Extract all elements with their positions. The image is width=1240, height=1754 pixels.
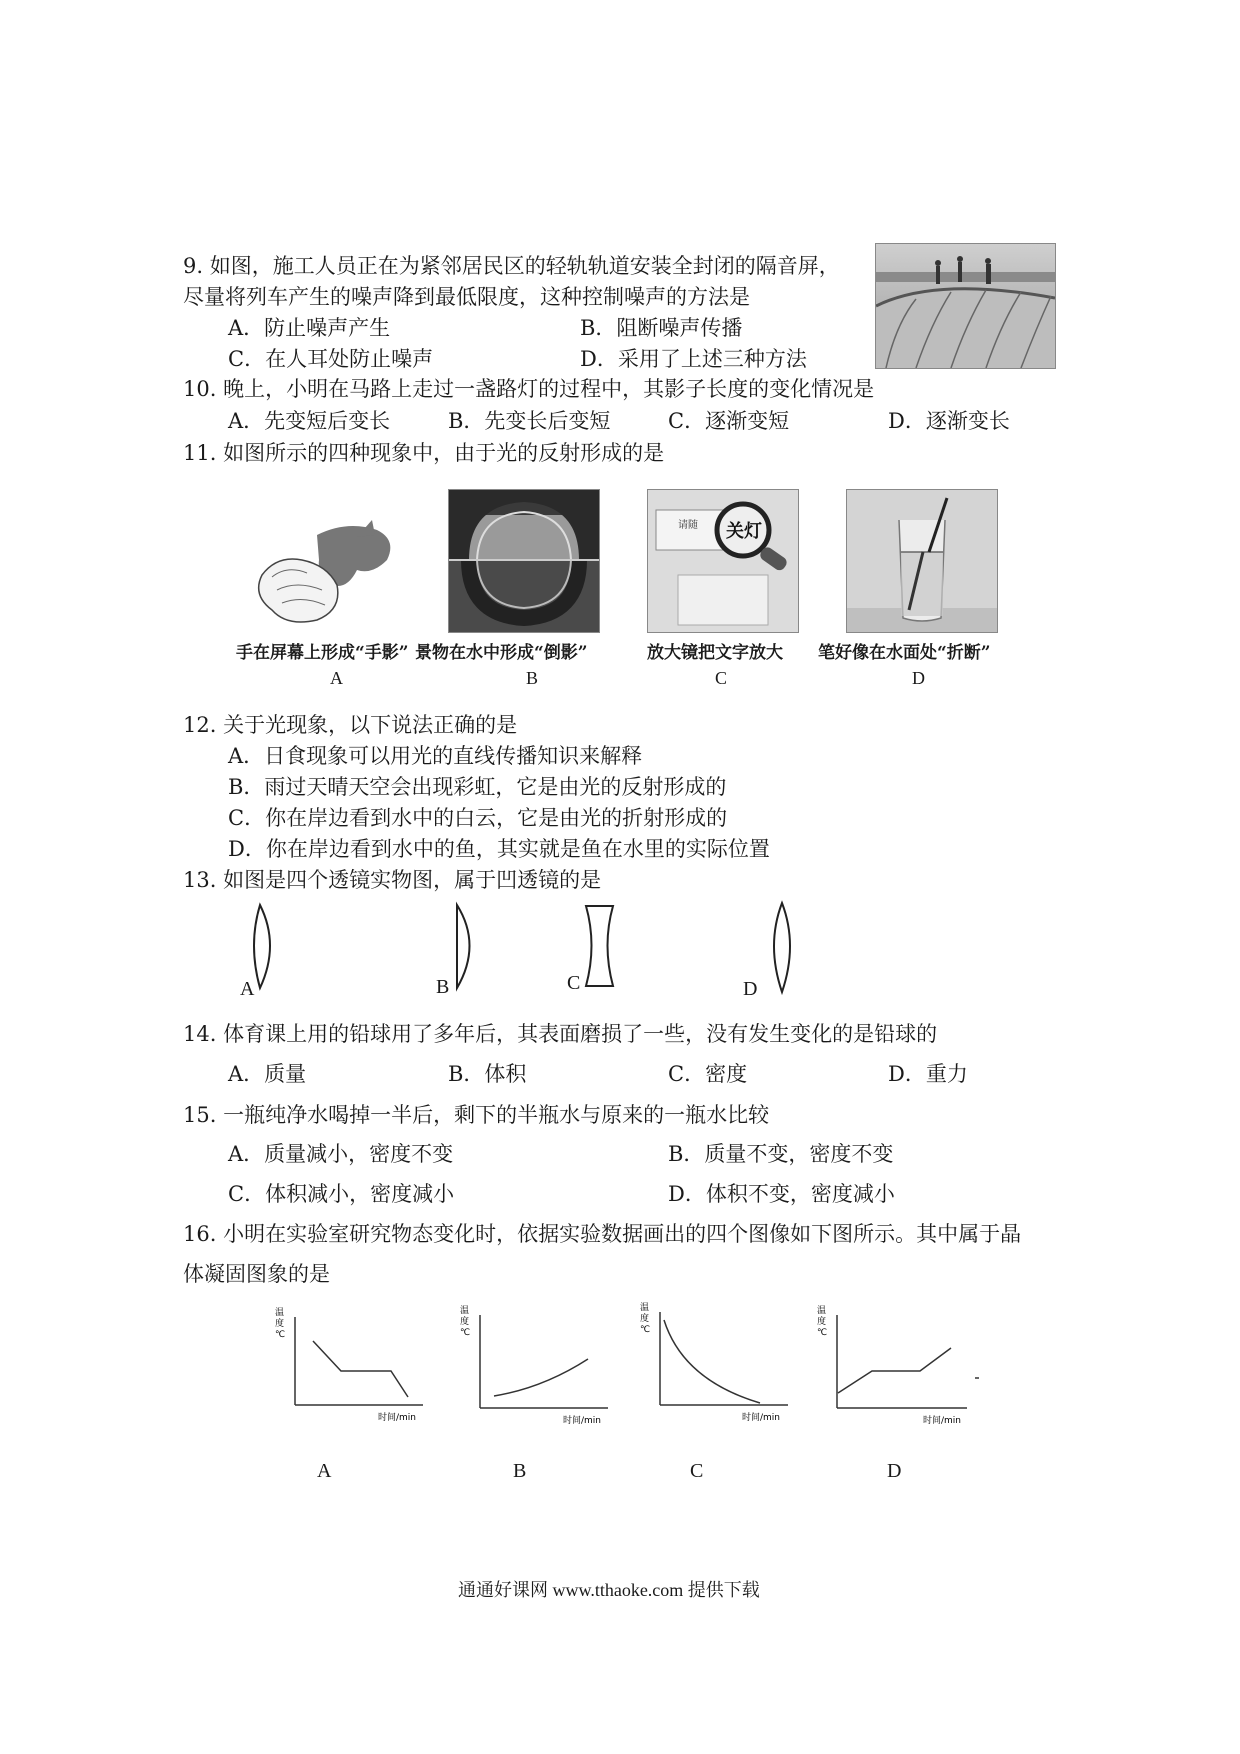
page-footer: 通通好课网 www.tthaoke.com 提供下载	[458, 1580, 760, 1600]
lens-a-shape	[254, 905, 270, 988]
graph-a-ylabel-1: 温	[275, 1308, 285, 1318]
lens-d-shape	[774, 903, 790, 992]
q14-option-a: A．质量	[228, 1062, 307, 1086]
graph-c-ylabel-2: 度	[640, 1314, 650, 1324]
graph-c-curve	[664, 1320, 760, 1403]
graph-a	[273, 1305, 448, 1425]
q16-line2: 体凝固图象的是	[183, 1262, 330, 1286]
graph-d-ylabel-2: 度	[817, 1317, 827, 1327]
graph-c-ylabel-1: 温	[640, 1303, 650, 1313]
graph-d	[815, 1303, 995, 1428]
q9-line2: 尽量将列车产生的噪声降到最低限度，这种控制噪声的方法是	[183, 285, 750, 309]
q11-letter-b: B	[526, 668, 539, 688]
lens-c-shape	[586, 906, 613, 986]
q14-option-c: C．密度	[668, 1062, 748, 1086]
graph-d-ylabel-3: ℃	[817, 1328, 828, 1338]
q12-option-c: C．你在岸边看到水中的白云，它是由光的折射形成的	[228, 806, 728, 830]
graph-b-ylabel-1: 温	[460, 1306, 470, 1316]
q15-option-a: A．质量减小，密度不变	[228, 1142, 454, 1166]
q13-letter-d: D	[743, 978, 758, 1000]
q16-letter-a: A	[317, 1460, 332, 1482]
q10-option-c: C．逐渐变短	[668, 409, 790, 433]
q12-option-d: D．你在岸边看到水中的鱼，其实就是鱼在水里的实际位置	[228, 837, 770, 861]
q13-letter-c: C	[567, 972, 581, 994]
q12-stem: 12. 关于光现象，以下说法正确的是	[183, 713, 518, 737]
q16-letter-d: D	[887, 1460, 902, 1482]
magnified-text: 关灯	[726, 521, 762, 542]
sign-small-text: 请随	[678, 520, 698, 531]
graph-c-xlabel: 时间/min	[742, 1413, 781, 1423]
q13-letter-a: A	[240, 978, 255, 1000]
magnifier-picture	[647, 489, 799, 633]
q11-caption-a: 手在屏幕上形成“手影”	[236, 643, 409, 663]
graph-a-xlabel: 时间/min	[378, 1413, 417, 1423]
graph-b-xlabel: 时间/min	[563, 1416, 602, 1426]
q11-letter-d: D	[912, 668, 925, 688]
graph-b-ylabel-2: 度	[460, 1317, 470, 1327]
q16-letter-b: B	[513, 1460, 527, 1482]
graph-c-ylabel-3: ℃	[640, 1325, 651, 1335]
q9-option-d: D．采用了上述三种方法	[580, 347, 807, 371]
q15-option-b: B．质量不变，密度不变	[668, 1142, 894, 1166]
q14-option-b: B．体积	[448, 1062, 527, 1086]
q16-letter-c: C	[690, 1460, 704, 1482]
q15-stem: 15. 一瓶纯净水喝掉一半后，剩下的半瓶水与原来的一瓶水比较	[183, 1103, 770, 1127]
graph-b-ylabel-3: ℃	[460, 1328, 471, 1338]
q10-option-a: A．先变短后变长	[228, 409, 391, 433]
q10-option-b: B．先变长后变短	[448, 409, 611, 433]
hand-shadow-picture	[247, 515, 412, 630]
q11-caption-c: 放大镜把文字放大	[647, 643, 783, 663]
graph-b-curve	[494, 1359, 588, 1396]
graph-a-curve	[313, 1341, 408, 1397]
q13-stem: 13. 如图是四个透镜实物图，属于凹透镜的是	[183, 868, 602, 892]
bridge-reflection-picture	[448, 489, 600, 633]
graph-a-ylabel-3: ℃	[275, 1330, 286, 1340]
q9-option-b: B．阻断噪声传播	[580, 316, 743, 340]
q10-option-d: D．逐渐变长	[888, 409, 1010, 433]
q9-option-a: A．防止噪声产生	[228, 316, 391, 340]
q11-caption-b: 景物在水中形成“倒影”	[415, 643, 588, 663]
q15-option-d: D．体积不变，密度减小	[668, 1182, 895, 1206]
graph-c	[638, 1300, 813, 1425]
graph-d-xlabel: 时间/min	[923, 1416, 962, 1426]
lens-diagram	[230, 900, 870, 1000]
graph-d-curve	[838, 1348, 951, 1393]
q15-option-c: C．体积减小，密度减小	[228, 1182, 455, 1206]
q11-letter-c: C	[715, 668, 728, 688]
q11-stem: 11. 如图所示的四种现象中，由于光的反射形成的是	[183, 441, 665, 465]
q10-stem: 10. 晚上，小明在马路上走过一盏路灯的过程中，其影子长度的变化情况是	[183, 377, 875, 401]
q11-caption-d: 笔好像在水面处“折断”	[818, 643, 991, 663]
q9-line1: 9. 如图，施工人员正在为紧邻居民区的轻轨轨道安装全封闭的隔音屏，	[183, 254, 840, 278]
q14-stem: 14. 体育课上用的铅球用了多年后，其表面磨损了一些，没有发生变化的是铅球的	[183, 1022, 938, 1046]
pencil-in-water-picture	[846, 489, 998, 633]
q12-option-a: A．日食现象可以用光的直线传播知识来解释	[228, 744, 643, 768]
q13-letter-b: B	[436, 976, 450, 998]
graph-b	[458, 1303, 633, 1428]
graph-d-ylabel-1: 温	[817, 1306, 827, 1316]
q16-line1: 16. 小明在实验室研究物态变化时，依据实验数据画出的四个图像如下图所示。其中属于晶	[183, 1222, 1022, 1246]
sound-barrier-photo	[875, 243, 1056, 369]
q9-option-c: C．在人耳处防止噪声	[228, 347, 434, 371]
lens-b-shape	[457, 905, 470, 988]
q14-option-d: D．重力	[888, 1062, 968, 1086]
q11-letter-a: A	[330, 668, 343, 688]
graph-a-ylabel-2: 度	[275, 1319, 285, 1329]
q12-option-b: B．雨过天晴天空会出现彩虹，它是由光的反射形成的	[228, 775, 727, 799]
